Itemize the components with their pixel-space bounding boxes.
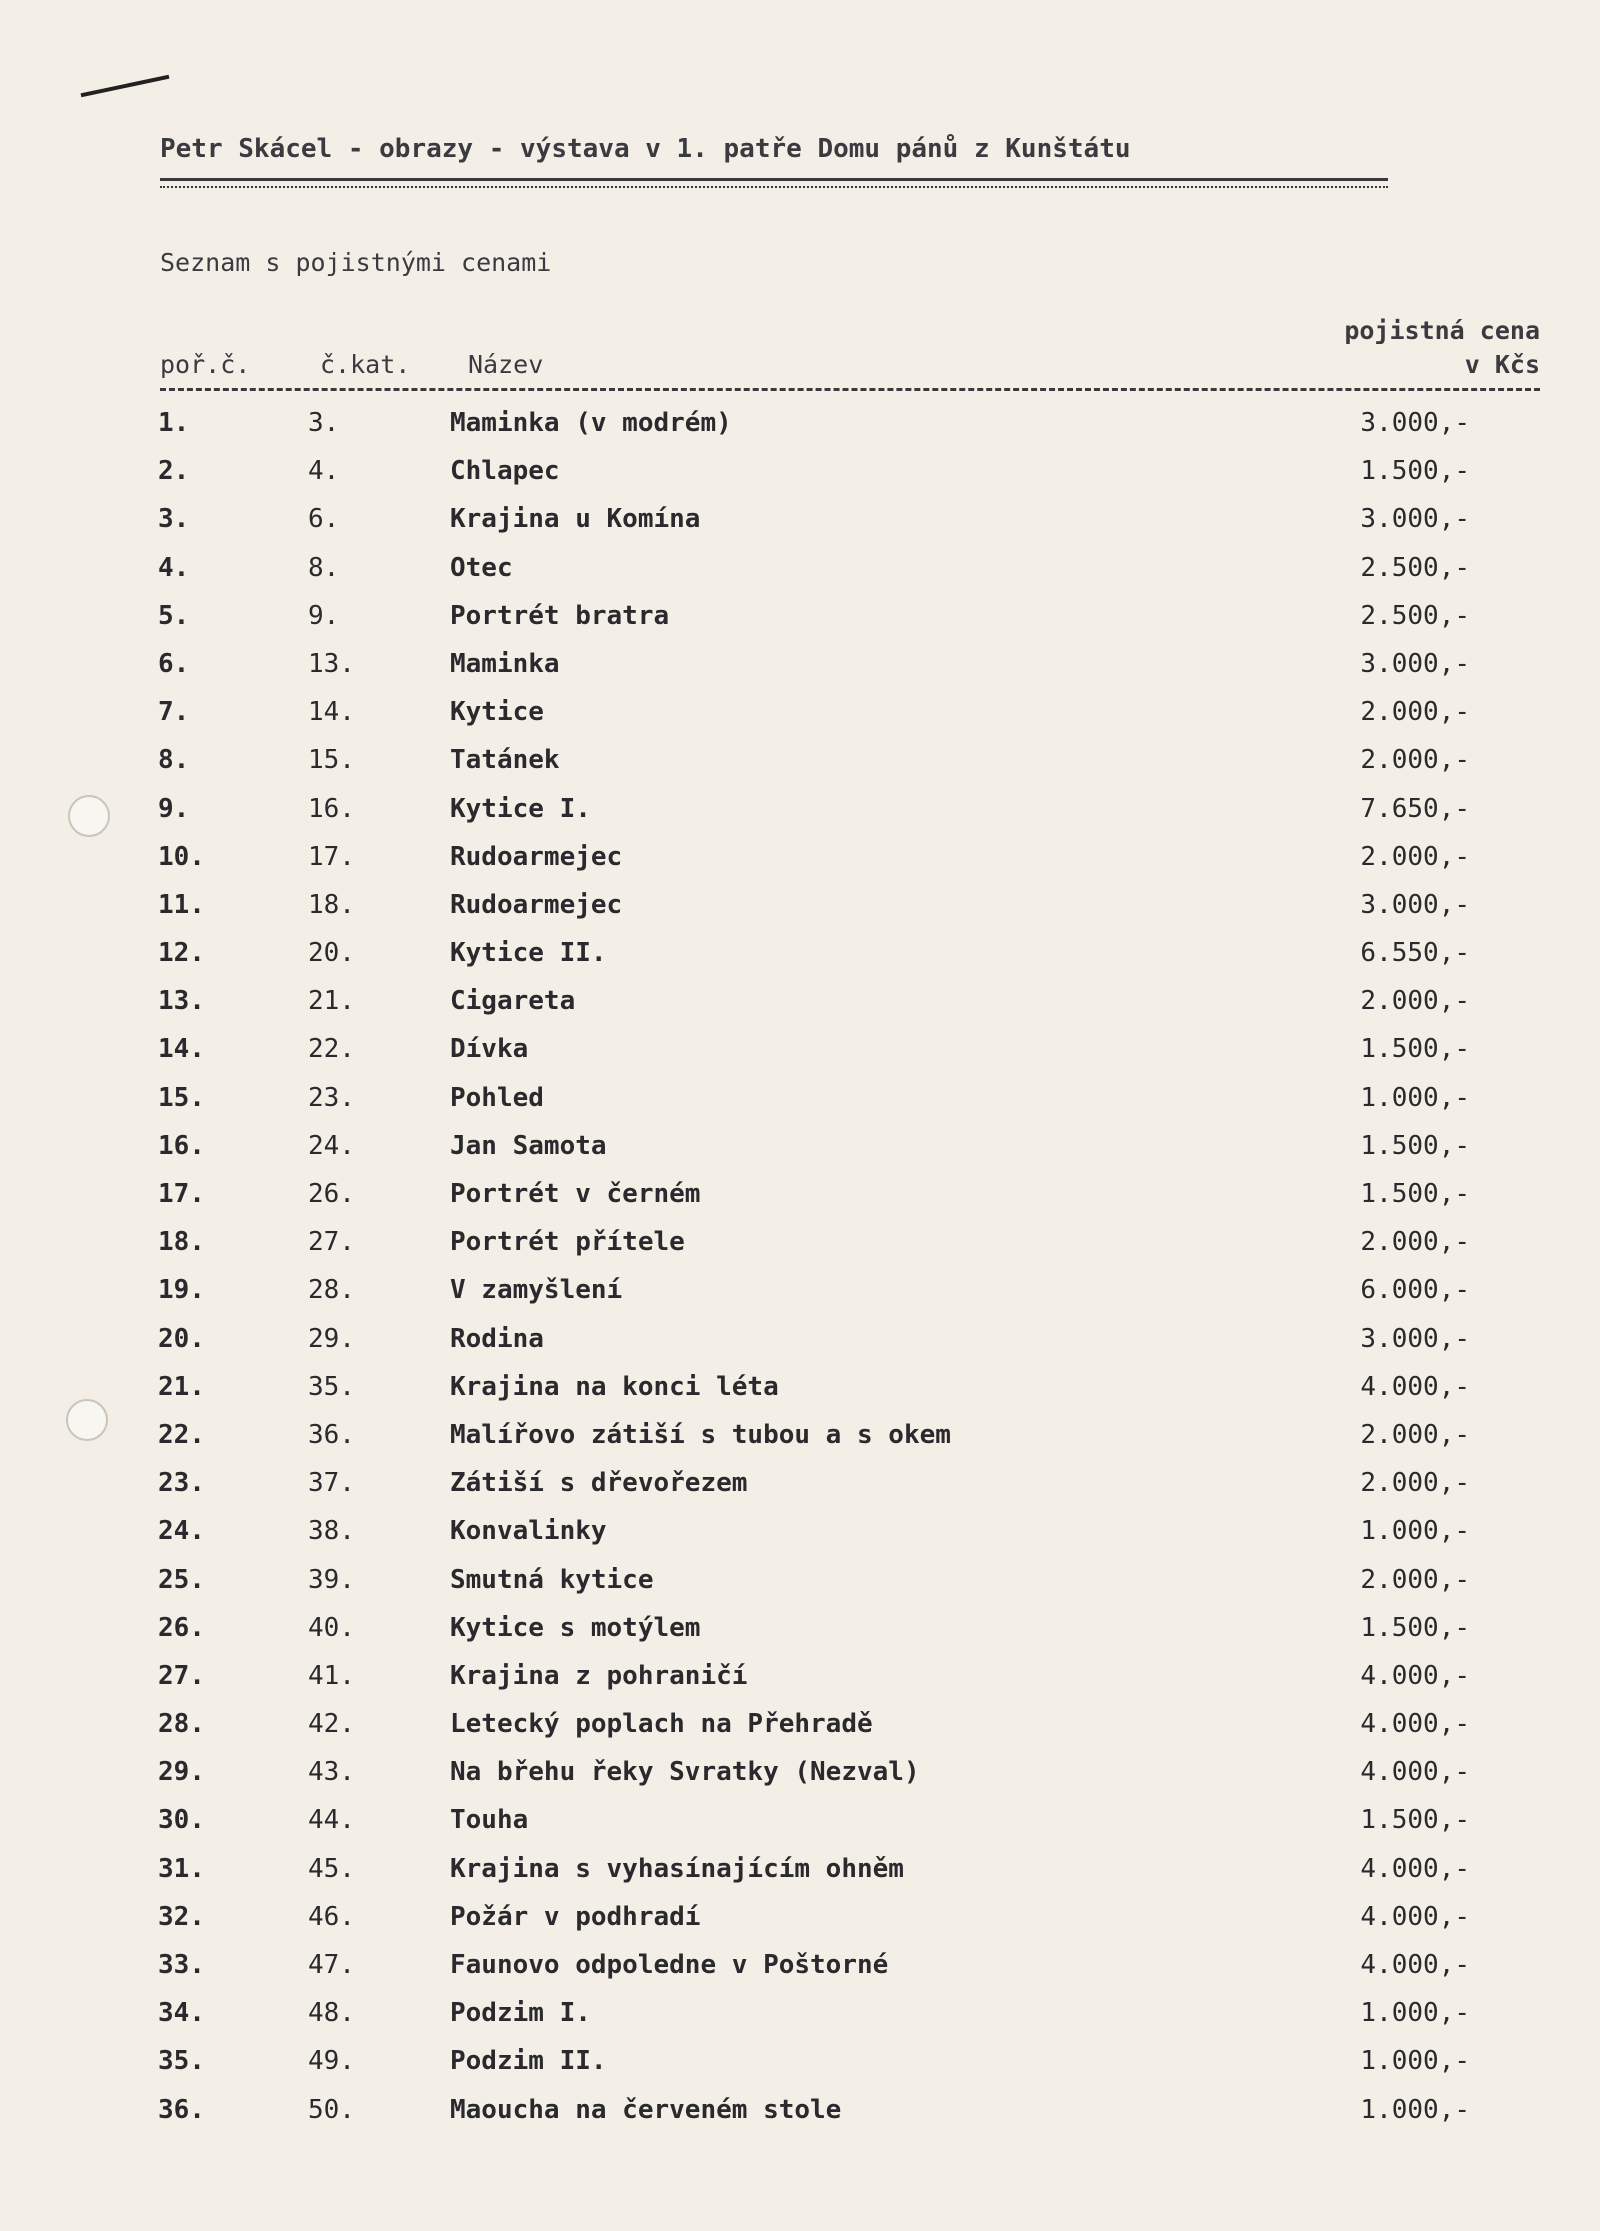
row-number: 16. [158, 1130, 205, 1161]
catalog-number: 13. [308, 648, 355, 679]
table-row [0, 451, 1600, 499]
row-number: 32. [158, 1901, 205, 1932]
table-row [0, 1367, 1600, 1415]
catalog-number: 41. [308, 1660, 355, 1691]
catalog-number: 44. [308, 1805, 355, 1836]
insured-price: 1.000,- [1360, 1082, 1470, 1113]
row-number: 18. [158, 1227, 205, 1258]
row-number: 9. [158, 793, 190, 824]
row-number: 20. [158, 1323, 205, 1354]
insured-price: 6.550,- [1360, 938, 1470, 969]
row-number: 11. [158, 889, 205, 920]
insured-price: 2.000,- [1360, 1419, 1470, 1450]
insured-price: 2.000,- [1360, 697, 1470, 728]
table-row [0, 1993, 1600, 2041]
catalog-number: 21. [308, 986, 355, 1017]
row-number: 13. [158, 986, 205, 1017]
table-row [0, 1126, 1600, 1174]
catalog-number: 46. [308, 1901, 355, 1932]
artwork-name: Cigareta [450, 986, 576, 1017]
artwork-name: Rudoarmejec [450, 841, 623, 872]
artwork-name: V zamyšlení [450, 1275, 623, 1306]
artwork-name: Letecký poplach na Přehradě [450, 1709, 873, 1740]
catalog-number: 9. [308, 600, 340, 631]
table-row [0, 596, 1600, 644]
artwork-name: Portrét přítele [450, 1227, 685, 1258]
artwork-name: Portrét bratra [450, 600, 670, 631]
catalog-number: 18. [308, 889, 355, 920]
row-number: 4. [158, 552, 190, 583]
table-row [0, 644, 1600, 692]
column-header-price-line2: v Kčs [1464, 350, 1540, 379]
catalog-number: 29. [308, 1323, 355, 1354]
catalog-number: 36. [308, 1419, 355, 1450]
catalog-number: 40. [308, 1612, 355, 1643]
table-row [0, 740, 1600, 788]
row-number: 30. [158, 1805, 205, 1836]
artwork-name: Smutná kytice [450, 1564, 654, 1595]
table-row [0, 1608, 1600, 1656]
table-row [0, 1752, 1600, 1800]
artwork-name: Krajina s vyhasínajícím ohněm [450, 1853, 904, 1884]
catalog-number: 49. [308, 2046, 355, 2077]
catalog-number: 14. [308, 697, 355, 728]
artwork-name: Malířovo zátiší s tubou a s okem [450, 1419, 951, 1450]
row-number: 26. [158, 1612, 205, 1643]
insured-price: 2.000,- [1360, 841, 1470, 872]
row-number: 10. [158, 841, 205, 872]
artwork-name: Touha [450, 1805, 529, 1836]
table-row [0, 692, 1600, 740]
table-row [0, 403, 1600, 451]
catalog-number: 17. [308, 841, 355, 872]
table-row [0, 1849, 1600, 1897]
insured-price: 6.000,- [1360, 1275, 1470, 1306]
artwork-name: Krajina z pohraničí [450, 1660, 748, 1691]
artwork-name: Portrét v černém [450, 1179, 701, 1209]
insured-price: 7.650,- [1360, 793, 1470, 824]
column-header-catalog: č.kat. [320, 350, 411, 379]
row-number: 22. [158, 1419, 205, 1450]
artwork-name: Podzim I. [450, 1998, 591, 2029]
catalog-number: 4. [308, 456, 340, 487]
catalog-number: 16. [308, 793, 355, 824]
table-row [0, 1897, 1600, 1945]
catalog-number: 20. [308, 938, 355, 969]
artwork-name: Faunovo odpoledne v Poštorné [450, 1950, 889, 1980]
catalog-number: 42. [308, 1709, 355, 1740]
insured-price: 1.500,- [1360, 456, 1470, 487]
catalog-number: 27. [308, 1227, 355, 1258]
table-row [0, 2090, 1600, 2138]
insured-price: 3.000,- [1360, 504, 1470, 535]
row-number: 23. [158, 1468, 205, 1499]
insured-price: 3.000,- [1360, 648, 1470, 679]
catalog-number: 6. [308, 504, 340, 535]
insured-price: 1.500,- [1360, 1612, 1470, 1643]
insured-price: 3.000,- [1360, 889, 1470, 920]
insured-price: 2.000,- [1360, 986, 1470, 1017]
insured-price: 4.000,- [1360, 1853, 1470, 1884]
table-row [0, 1945, 1600, 1993]
artwork-table [0, 403, 1600, 2138]
row-number: 5. [158, 600, 190, 631]
row-number: 35. [158, 2046, 205, 2077]
row-number: 27. [158, 1660, 205, 1691]
artwork-name: Kytice I. [450, 793, 591, 824]
header-rule [160, 388, 1540, 391]
insured-price: 4.000,- [1360, 1901, 1470, 1932]
insured-price: 1.000,- [1360, 1998, 1470, 2029]
catalog-number: 37. [308, 1468, 355, 1499]
row-number: 6. [158, 648, 190, 679]
catalog-number: 8. [308, 552, 340, 583]
catalog-number: 24. [308, 1130, 355, 1161]
artwork-name: Krajina na konci léta [450, 1371, 779, 1402]
title-underline [160, 178, 1388, 188]
artwork-name: Pohled [450, 1082, 544, 1113]
insured-price: 1.500,- [1360, 1130, 1470, 1161]
artwork-name: Krajina u Komína [450, 504, 701, 535]
catalog-number: 38. [308, 1516, 355, 1547]
table-row [0, 499, 1600, 547]
row-number: 3. [158, 504, 190, 535]
catalog-number: 43. [308, 1757, 355, 1788]
table-row [0, 981, 1600, 1029]
table-row [0, 1560, 1600, 1608]
row-number: 15. [158, 1082, 205, 1113]
table-row [0, 1078, 1600, 1126]
row-number: 1. [158, 408, 190, 438]
table-row [0, 1656, 1600, 1704]
artwork-name: Kytice [450, 697, 544, 728]
table-row [0, 1704, 1600, 1752]
insured-price: 1.000,- [1360, 2094, 1470, 2125]
column-header-price-line1: pojistná cena [1344, 316, 1540, 345]
artwork-name: Maoucha na červeném stole [450, 2094, 842, 2125]
pen-mark [81, 75, 170, 98]
insured-price: 2.000,- [1360, 745, 1470, 776]
row-number: 8. [158, 745, 190, 776]
page-subtitle: Seznam s pojistnými cenami [160, 248, 552, 277]
table-row [0, 789, 1600, 837]
insured-price: 4.000,- [1360, 1660, 1470, 1691]
artwork-name: Na břehu řeky Svratky (Nezval) [450, 1757, 920, 1788]
insured-price: 1.000,- [1360, 2046, 1470, 2077]
column-header-name: Název [468, 350, 544, 379]
insured-price: 1.500,- [1360, 1805, 1470, 1836]
catalog-number: 3. [308, 408, 340, 438]
catalog-number: 47. [308, 1950, 355, 1980]
catalog-number: 15. [308, 745, 355, 776]
catalog-number: 45. [308, 1853, 355, 1884]
insured-price: 1.000,- [1360, 1516, 1470, 1547]
row-number: 14. [158, 1034, 205, 1065]
artwork-name: Konvalinky [450, 1516, 607, 1547]
artwork-name: Rodina [450, 1323, 544, 1354]
catalog-number: 22. [308, 1034, 355, 1065]
artwork-name: Kytice s motýlem [450, 1612, 701, 1643]
artwork-name: Maminka [450, 648, 560, 679]
table-row [0, 1800, 1600, 1848]
artwork-name: Tatánek [450, 745, 560, 776]
page-title: Petr Skácel - obrazy - výstava v 1. patře Domu pánů z Kunštátu [160, 134, 1131, 164]
row-number: 21. [158, 1371, 205, 1402]
table-row [0, 1222, 1600, 1270]
catalog-number: 23. [308, 1082, 355, 1113]
row-number: 24. [158, 1516, 205, 1547]
row-number: 7. [158, 697, 190, 728]
insured-price: 3.000,- [1360, 1323, 1470, 1354]
table-row [0, 2041, 1600, 2089]
artwork-name: Maminka (v modrém) [450, 408, 732, 438]
artwork-name: Podzim II. [450, 2046, 607, 2077]
catalog-number: 39. [308, 1564, 355, 1595]
row-number: 19. [158, 1275, 205, 1306]
table-row [0, 1319, 1600, 1367]
artwork-name: Kytice II. [450, 938, 607, 969]
table-row [0, 1029, 1600, 1077]
catalog-number: 50. [308, 2094, 355, 2125]
row-number: 31. [158, 1853, 205, 1884]
table-row [0, 837, 1600, 885]
insured-price: 3.000,- [1360, 408, 1470, 438]
catalog-number: 28. [308, 1275, 355, 1306]
table-row [0, 1415, 1600, 1463]
table-row [0, 548, 1600, 596]
table-row [0, 1463, 1600, 1511]
column-header-number: poř.č. [160, 350, 251, 379]
column-header-price [1300, 314, 1540, 382]
insured-price: 2.000,- [1360, 1468, 1470, 1499]
artwork-name: Rudoarmejec [450, 889, 623, 920]
row-number: 12. [158, 938, 205, 969]
row-number: 34. [158, 1998, 205, 2029]
insured-price: 1.500,- [1360, 1034, 1470, 1065]
catalog-number: 35. [308, 1371, 355, 1402]
row-number: 28. [158, 1709, 205, 1740]
table-row [0, 1511, 1600, 1559]
artwork-name: Dívka [450, 1034, 529, 1065]
insured-price: 2.000,- [1360, 1227, 1470, 1258]
artwork-name: Chlapec [450, 456, 560, 487]
row-number: 29. [158, 1757, 205, 1788]
insured-price: 4.000,- [1360, 1757, 1470, 1788]
row-number: 2. [158, 456, 190, 487]
insured-price: 2.000,- [1360, 1564, 1470, 1595]
insured-price: 4.000,- [1360, 1709, 1470, 1740]
row-number: 25. [158, 1564, 205, 1595]
insured-price: 2.500,- [1360, 552, 1470, 583]
table-row [0, 885, 1600, 933]
insured-price: 4.000,- [1360, 1950, 1470, 1980]
row-number: 36. [158, 2094, 205, 2125]
artwork-name: Zátiší s dřevořezem [450, 1468, 748, 1499]
artwork-name: Jan Samota [450, 1130, 607, 1161]
table-row [0, 1270, 1600, 1318]
insured-price: 2.500,- [1360, 600, 1470, 631]
insured-price: 4.000,- [1360, 1371, 1470, 1402]
artwork-name: Otec [450, 552, 513, 583]
artwork-name: Požár v podhradí [450, 1901, 701, 1932]
row-number: 33. [158, 1950, 205, 1980]
table-row [0, 933, 1600, 981]
insured-price: 1.500,- [1360, 1179, 1470, 1209]
row-number: 17. [158, 1179, 205, 1209]
table-row [0, 1174, 1600, 1222]
catalog-number: 26. [308, 1179, 355, 1209]
catalog-number: 48. [308, 1998, 355, 2029]
